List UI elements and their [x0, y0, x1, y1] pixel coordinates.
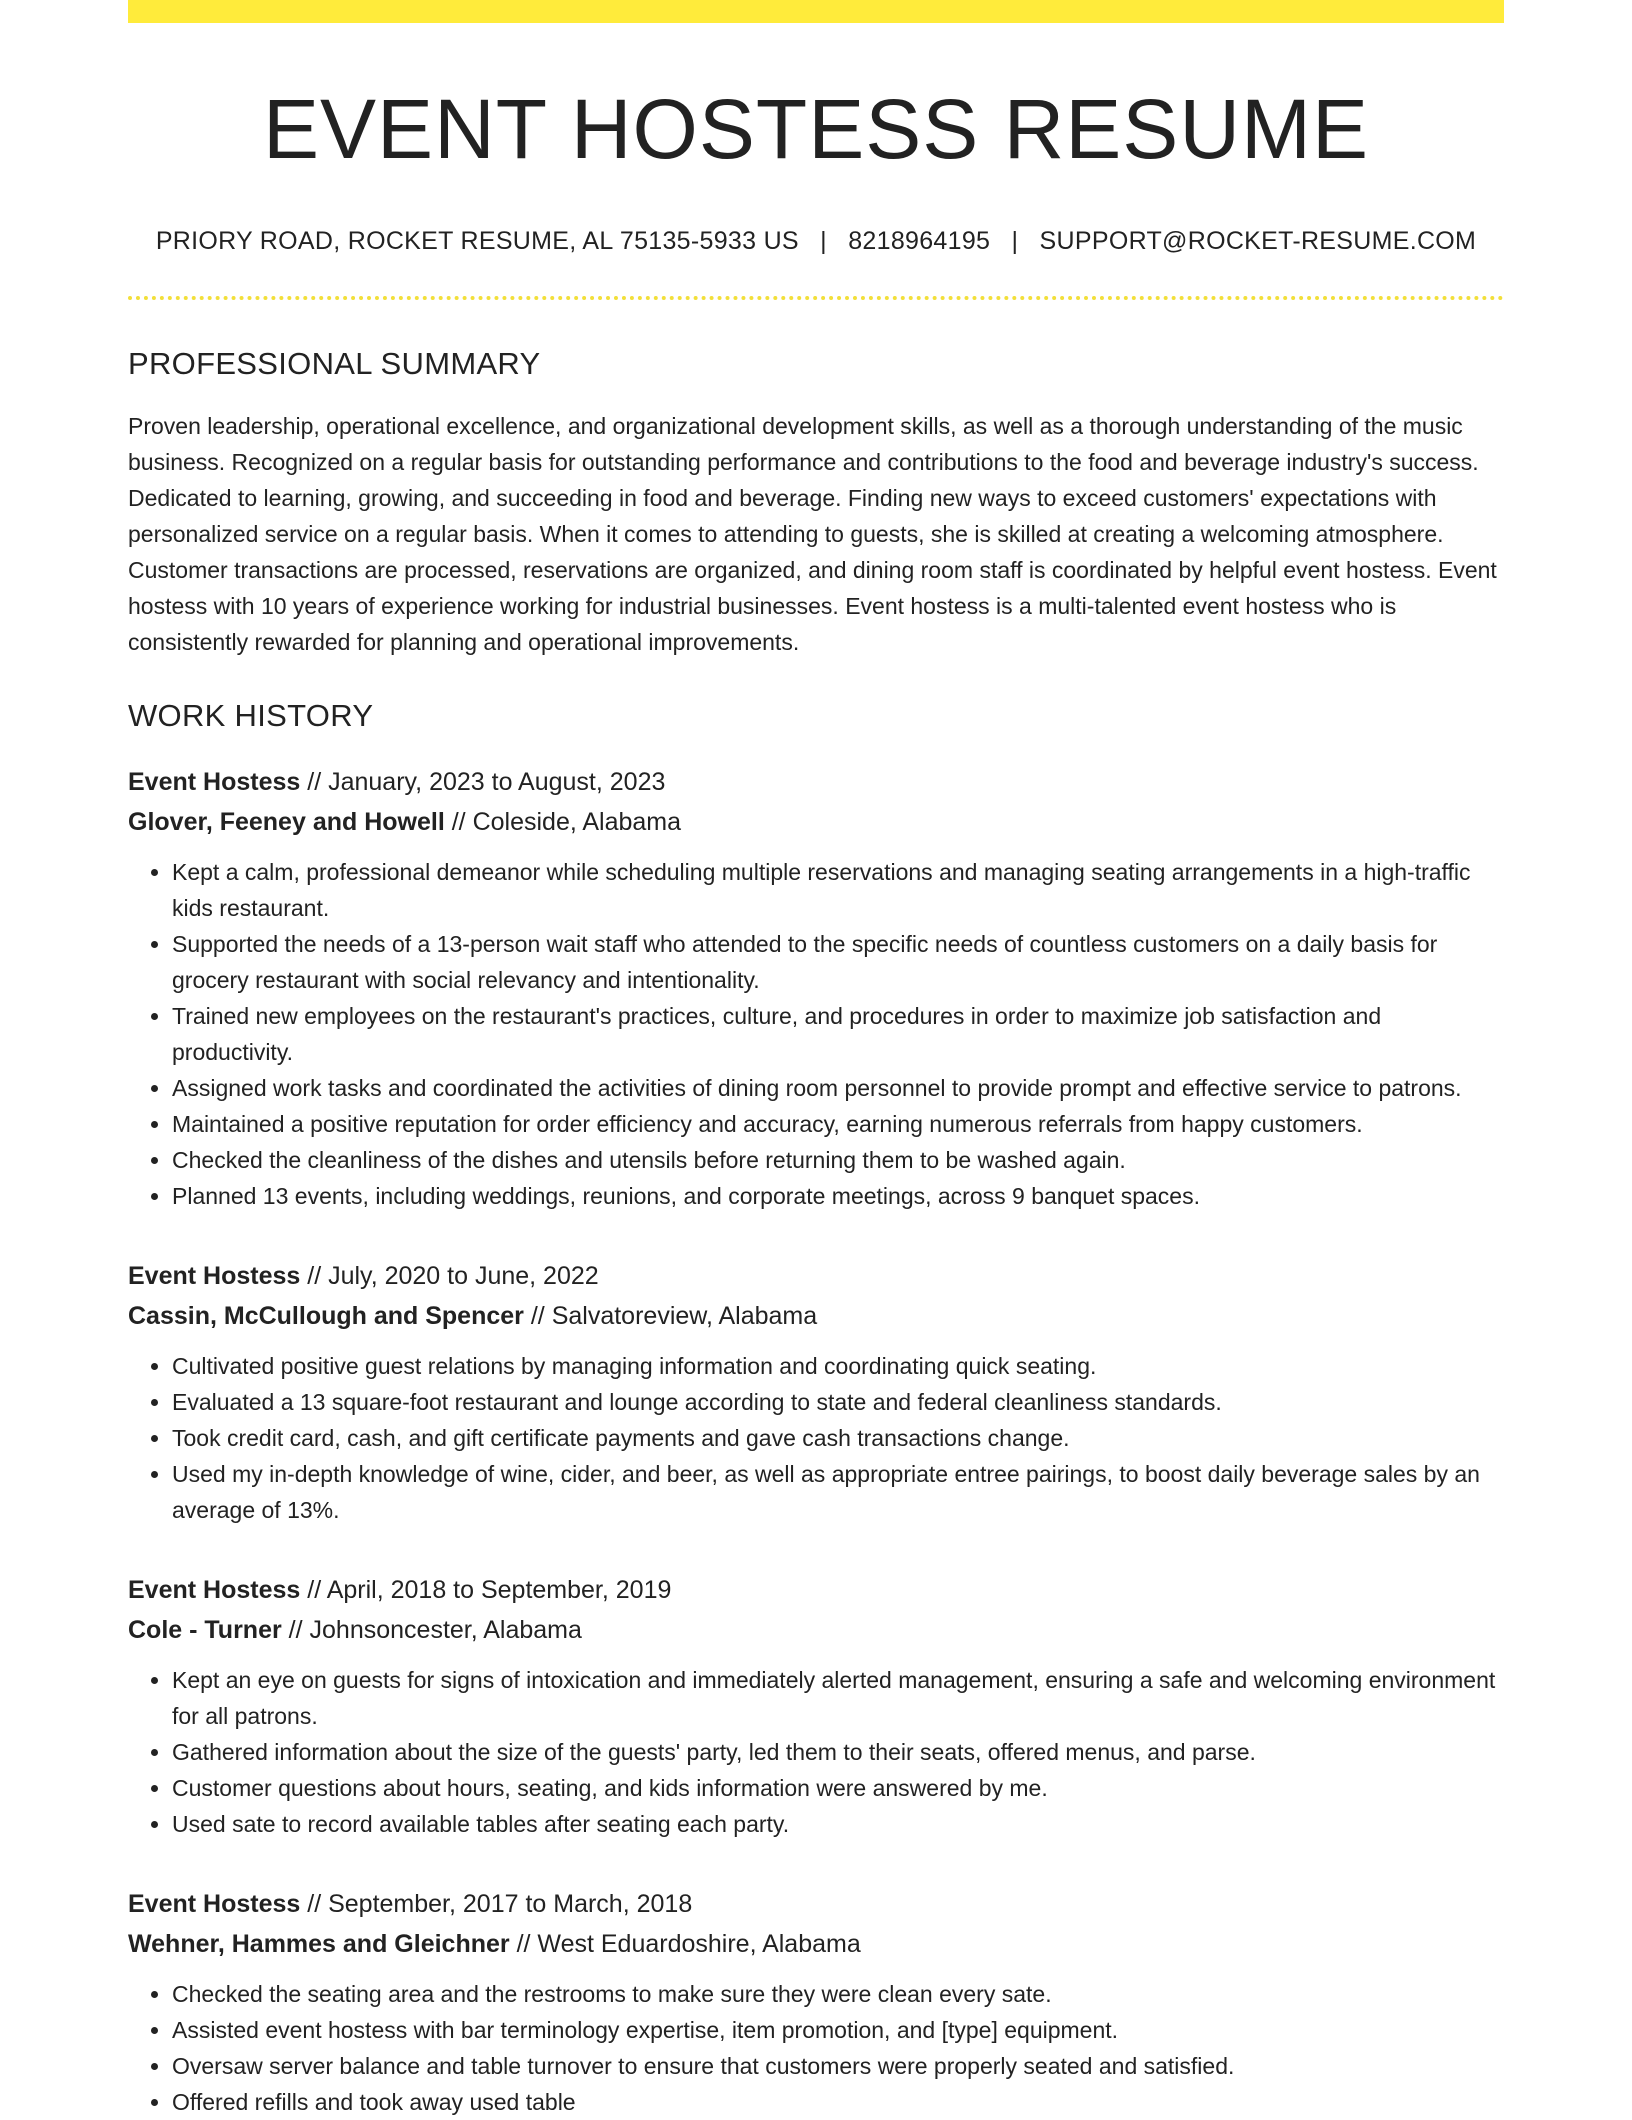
job-company-line: [128, 1610, 1504, 1650]
job-location: West Eduardoshire, Alabama: [537, 1930, 861, 1959]
dotted-divider: [128, 296, 1504, 300]
job-bullet: • Used sate to record available tables after seating each party.: [172, 1806, 1504, 1842]
job-title-line: [128, 1256, 1504, 1296]
job-dates: April, 2018 to September, 2019: [326, 1576, 672, 1605]
job-dates: July, 2020 to June, 2022: [328, 1262, 599, 1291]
resume-page: [128, 0, 1504, 2120]
top-accent-bar: [128, 0, 1504, 23]
job-title: Event Hostess: [128, 1576, 301, 1605]
job-bullet: • Kept a calm, professional demeanor while scheduling multiple reservations and managing seating arrangements in a high-traffic kids restaurant.: [172, 854, 1504, 926]
job-divider: //: [300, 1576, 327, 1605]
job-bullet: • Planned 13 events, including weddings, reunions, and corporate meetings, across 9 banquet spaces.: [172, 1178, 1504, 1214]
job-company: Glover, Feeney and Howell: [128, 808, 445, 837]
job-bullet: • Used my in-depth knowledge of wine, cider, and beer, as well as appropriate entree pairings, to boost daily beverage sales by an average of 13%.: [172, 1456, 1504, 1528]
job-location: Coleside, Alabama: [472, 808, 682, 837]
job-divider: //: [509, 1930, 538, 1959]
job-bullet: • Evaluated a 13 square-foot restaurant and lounge according to state and federal cleanliness standards.: [172, 1384, 1504, 1420]
job-title-line: [128, 1884, 1504, 1924]
job-bullet: • Oversaw server balance and table turnover to ensure that customers were properly seated and satisfied.: [172, 2048, 1504, 2084]
summary-text: Proven leadership, operational excellence, and organizational development skills, as well as a thorough understanding of the music business. Recognized on a regular basis for outstanding performance and contributions to the food and beverage industry's success. Dedicated to learning, growing, and succeeding in food and beverage. Finding new ways to exceed customers' expectations with personalized service on a regular basis. When it comes to attending to guests, she is skilled at creating a welcoming atmosphere. Customer transactions are processed, reservations are organized, and dining room staff is coordinated by helpful event hostess. Event hostess with 10 years of experience working for industrial businesses. Event hostess is a multi-talented event hostess who is consistently rewarded for planning and operational improvements.: [128, 413, 1497, 656]
job-company: Wehner, Hammes and Gleichner: [128, 1930, 510, 1959]
job-bullet: • Kept an eye on guests for signs of intoxication and immediately alerted management, ensuring a safe and welcoming environment for all patrons.: [172, 1662, 1504, 1734]
job-company: Cassin, McCullough and Spencer: [128, 1302, 524, 1331]
job-location: Salvatoreview, Alabama: [551, 1302, 818, 1331]
job-title-line: [128, 762, 1504, 802]
job-divider: //: [300, 1890, 329, 1919]
job-company-line: [128, 1296, 1504, 1336]
job-title-line: [128, 1570, 1504, 1610]
job-bullet: • Offered refills and took away used table: [172, 2084, 1504, 2120]
job-title: Event Hostess: [128, 1890, 301, 1919]
job-bullet: • Took credit card, cash, and gift certificate payments and gave cash transactions change.: [172, 1420, 1504, 1456]
job-entry: [128, 1570, 1504, 1842]
summary-heading: PROFESSIONAL SUMMARY: [128, 346, 541, 382]
job-divider: //: [300, 1262, 329, 1291]
job-bullet: • Gathered information about the size of the guests' party, led them to their seats, offered menus, and parse.: [172, 1734, 1504, 1770]
contact-phone: 8218964195: [848, 227, 991, 256]
job-bullet: • Customer questions about hours, seating, and kids information were answered by me.: [172, 1770, 1504, 1806]
job-dates: September, 2017 to March, 2018: [328, 1890, 693, 1919]
job-bullets: [128, 1348, 1504, 1528]
job-bullet: • Maintained a positive reputation for order efficiency and accuracy, earning numerous referrals from happy customers.: [172, 1106, 1504, 1142]
job-bullet: • Cultivated positive guest relations by managing information and coordinating quick seating.: [172, 1348, 1504, 1384]
job-company-line: [128, 1924, 1504, 1964]
job-list: [128, 762, 1504, 2120]
job-bullet: • Trained new employees on the restaurant's practices, culture, and procedures in order to maximize job satisfaction and productivity.: [172, 998, 1504, 1070]
job-entry: [128, 1884, 1504, 2120]
job-dates: January, 2023 to August, 2023: [328, 768, 666, 797]
job-divider: //: [444, 808, 473, 837]
job-bullet: • Checked the cleanliness of the dishes and utensils before returning them to be washed again.: [172, 1142, 1504, 1178]
job-bullets: [128, 1976, 1504, 2120]
job-bullet: • Assigned work tasks and coordinated the activities of dining room personnel to provide prompt and effective service to patrons.: [172, 1070, 1504, 1106]
job-company: Cole - Turner: [128, 1616, 282, 1645]
job-bullet: • Checked the seating area and the restrooms to make sure they were clean every sate.: [172, 1976, 1504, 2012]
contact-line: [128, 227, 1504, 256]
work-history-heading: WORK HISTORY: [128, 698, 374, 734]
job-title: Event Hostess: [128, 768, 301, 797]
job-divider: //: [300, 768, 329, 797]
job-entry: [128, 762, 1504, 1214]
job-divider: //: [281, 1616, 310, 1645]
contact-email: SUPPORT@ROCKET-RESUME.COM: [1039, 227, 1477, 256]
job-company-line: [128, 802, 1504, 842]
job-bullets: [128, 854, 1504, 1214]
job-divider: //: [523, 1302, 552, 1331]
contact-separator: |: [1011, 227, 1019, 256]
job-bullets: [128, 1662, 1504, 1842]
job-title: Event Hostess: [128, 1262, 301, 1291]
contact-address: PRIORY ROAD, ROCKET RESUME, AL 75135-5933 US: [155, 227, 799, 256]
resume-title: EVENT HOSTESS RESUME: [262, 82, 1369, 176]
job-bullet: • Assisted event hostess with bar terminology expertise, item promotion, and [type] equipment.: [172, 2012, 1504, 2048]
job-bullet: • Supported the needs of a 13-person wait staff who attended to the specific needs of countless customers on a daily basis for grocery restaurant with social relevancy and intentionality.: [172, 926, 1504, 998]
contact-separator: |: [820, 227, 827, 256]
job-location: Johnsoncester, Alabama: [309, 1616, 582, 1645]
job-entry: [128, 1256, 1504, 1528]
